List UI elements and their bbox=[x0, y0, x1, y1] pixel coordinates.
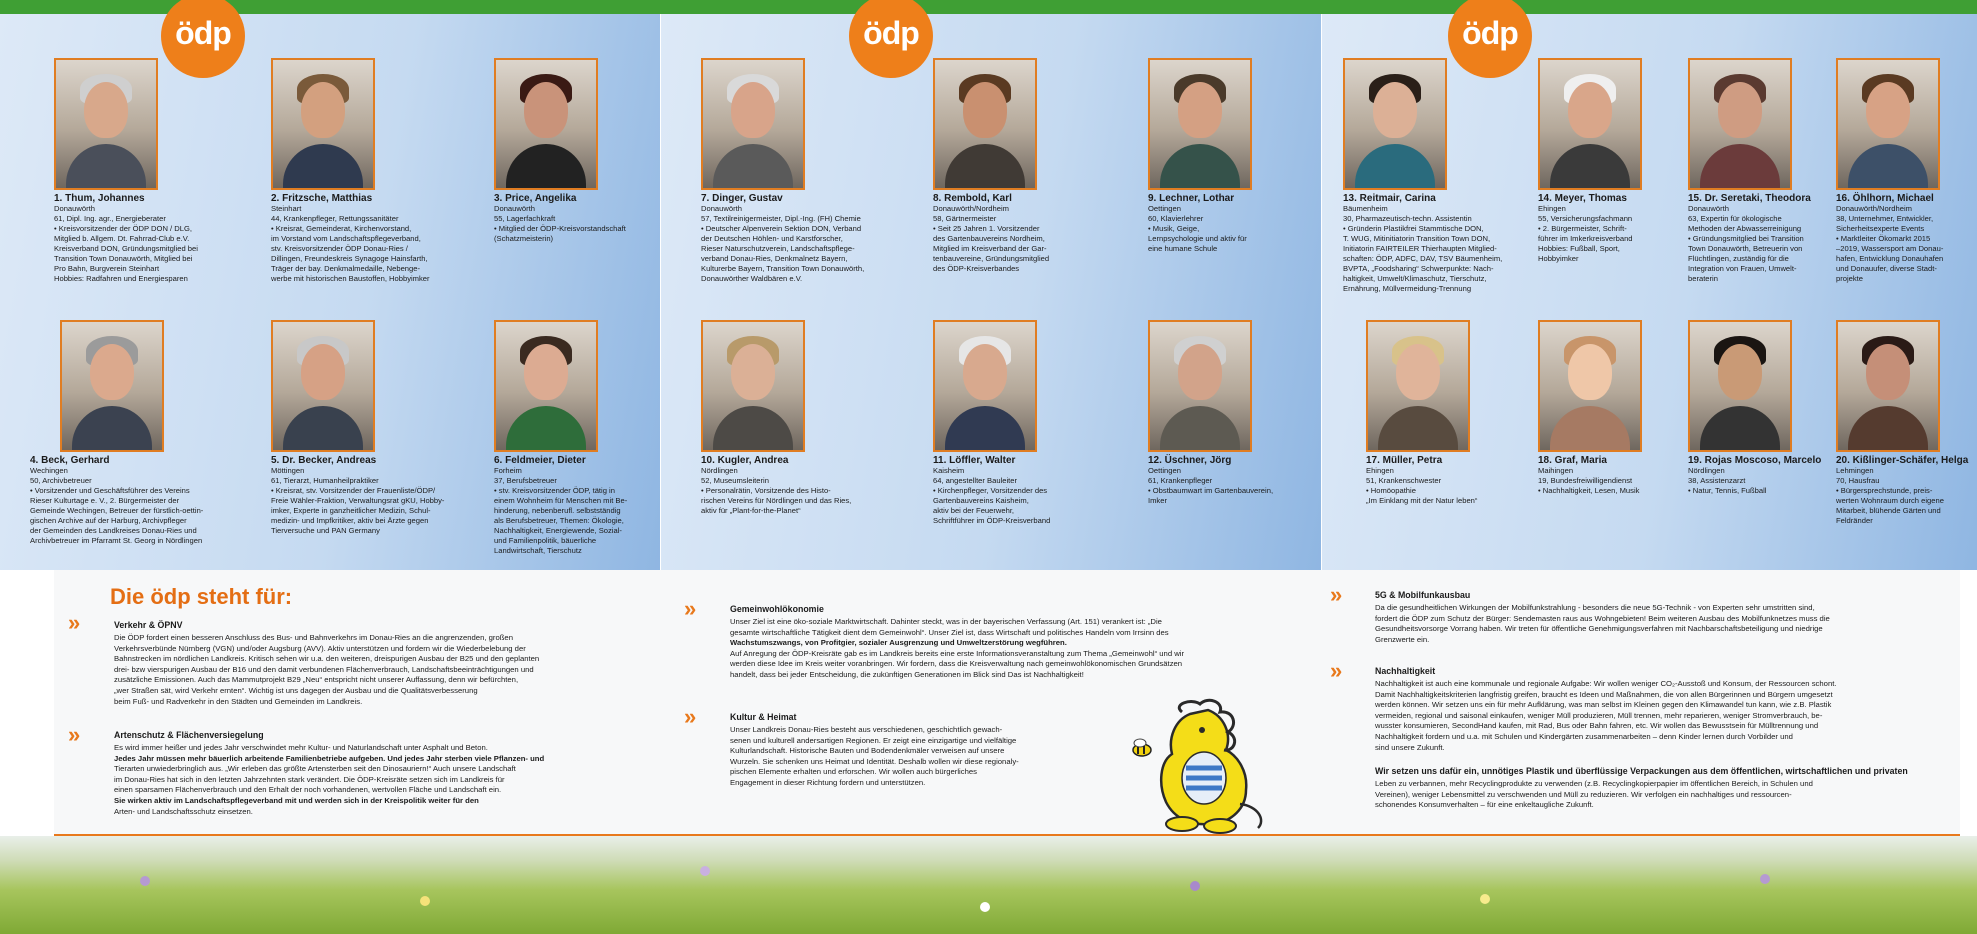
chevron-right-icon: » bbox=[1330, 658, 1343, 683]
program-text-line: sind unsere Zukunft. bbox=[1375, 742, 1445, 752]
candidate-description-line: Rieser Kulturtage e. V., 2. Bürgermeister der bbox=[30, 496, 180, 505]
candidate-age-profession: 19, Bundesfreiwilligendienst bbox=[1538, 476, 1633, 485]
photo-head-shape bbox=[1718, 82, 1762, 138]
photo-head-shape bbox=[301, 344, 345, 400]
candidate-photo bbox=[1688, 58, 1792, 190]
candidate-name: 20. Kißlinger-Schäfer, Helga bbox=[1836, 455, 1969, 466]
candidate-description-line: Hobbies: Fußball, Sport, bbox=[1538, 244, 1620, 253]
program-text-line: werden diese Idee im Kreis weiter voranbringen. Wir fordern, dass die Kreisverwaltung nach gemeinwohlökonomischen Grundsätzen bbox=[730, 659, 1183, 669]
candidate-town: Steinhart bbox=[271, 204, 302, 213]
candidate-card bbox=[494, 58, 704, 244]
candidate-photo bbox=[60, 320, 164, 452]
program-text-line: drei- bzw vierspurigen Ausbau der B16 und den damit verbundenen Flächenverbrauch, Landschaftsbeeinträchtigungen und bbox=[114, 664, 534, 674]
program-text-line: schonendes Konsumverhalten – für eine enkeltaugliche Zukunft. bbox=[1375, 800, 1594, 810]
photo-head-shape bbox=[90, 344, 134, 400]
program-text-line: Arten- und Landschaftsschutz einsetzen. bbox=[114, 806, 253, 816]
candidate-description-line: (Schatzmeisterin) bbox=[494, 234, 554, 243]
candidate-town: Donauwörth bbox=[494, 204, 535, 213]
candidate-name: 9. Lechner, Lothar bbox=[1148, 193, 1235, 204]
candidate-description-line: Träger der bay. Denkmalmedaille, Nebenge- bbox=[271, 264, 420, 273]
candidate-card bbox=[1343, 58, 1553, 294]
chevron-right-icon: » bbox=[1330, 582, 1343, 607]
candidate-photo bbox=[701, 58, 805, 190]
candidate-description-line: der Deutschen Höhlen- und Karstforscher, bbox=[701, 234, 843, 243]
candidate-photo bbox=[271, 58, 375, 190]
candidate-description-line: führer im Imkerkreisverband bbox=[1538, 234, 1633, 243]
chevron-right-icon: » bbox=[684, 596, 697, 621]
program-text-line: gesamte wirtschaftliche Tätigkeit dient dem Gemeinwohl“. Unser Ziel ist, dass Wirtschaft und politisches Handeln vom Irrsinn des bbox=[730, 627, 1169, 637]
candidate-name: 2. Fritzsche, Matthias bbox=[271, 193, 373, 204]
candidate-age-profession: 38, Unternehmer, Entwickler, bbox=[1836, 214, 1934, 223]
program-section-title: Wir setzen uns dafür ein, unnötiges Plastik und überflüssige Verpackungen aus dem öffentlichen, wirtschaftlichen und privaten bbox=[1375, 766, 1908, 776]
photo-torso-shape bbox=[713, 144, 793, 190]
program-text-line: Gesundheitsvorsorge Vorrang haben. Wir treten für öffentliche Genehmigungsverfahren mit Nachbarschaftsbeteiligung und niedrige bbox=[1375, 624, 1823, 634]
candidate-description-line: hinderung, nebenberufl. selbstständig bbox=[494, 506, 621, 515]
candidate-age-profession: 61, Tierarzt, Humanheilpraktiker bbox=[271, 476, 379, 485]
candidate-description-line: • Marktleiter Ökomarkt 2015 bbox=[1836, 234, 1931, 243]
photo-head-shape bbox=[1178, 344, 1222, 400]
candidate-description-line: und Familienpolitik, bäuerliche bbox=[494, 536, 597, 545]
photo-torso-shape bbox=[1700, 144, 1780, 190]
program-text-line: werden können. Wir setzen uns ein für mehr Aufklärung, was man selbst im Kleinen gegen den Klimawandel tun kann, wie z.B. Plastik bbox=[1375, 700, 1832, 710]
program-text-line: Tierarten unwiederbringlich aus. „Wir erleben das größte Artensterben seit den Dinosauriern!“ Auch unsere Landschaft bbox=[114, 764, 516, 774]
program-text-line: Nachhaltigkeit fordern und u.a. mit Schulen und Kindergärten zusammenarbeiten – denn Kinder lernen durch Vorbilder und bbox=[1375, 732, 1793, 741]
candidate-age-profession: 63, Expertin für ökologische bbox=[1688, 214, 1782, 223]
candidate-description-line: Landwirtschaft, Tierschutz bbox=[494, 546, 582, 555]
candidate-name: 18. Graf, Maria bbox=[1538, 455, 1607, 466]
candidate-town: Maihingen bbox=[1538, 466, 1574, 475]
candidate-town: Donauwörth bbox=[1688, 204, 1729, 213]
candidate-name: 8. Rembold, Karl bbox=[933, 193, 1012, 204]
photo-torso-shape bbox=[66, 144, 146, 190]
candidate-description-line: verband Donau-Ries, Denkmalnetz Bayern, bbox=[701, 254, 848, 263]
candidate-name: 14. Meyer, Thomas bbox=[1538, 193, 1627, 204]
program-text-line: pischen Elemente erhalten und erforschen. Wir wollen auch bürgerliches bbox=[730, 767, 977, 777]
photo-head-shape bbox=[1568, 344, 1612, 400]
candidate-description-line: eine humane Schule bbox=[1148, 244, 1218, 253]
photo-torso-shape bbox=[1355, 144, 1435, 190]
candidate-description-line: Donauwörther Waldbären e.V. bbox=[701, 274, 803, 283]
candidate-description-line: Kulturerbe Bayern, Transition Town Donauwörth, bbox=[701, 264, 865, 273]
candidate-name: 19. Rojas Moscoso, Marcelo bbox=[1688, 455, 1822, 466]
photo-torso-shape bbox=[283, 144, 363, 190]
candidate-description-line: werbe mit historischen Baustoffen, Hobbyimker bbox=[271, 274, 430, 283]
program-text-line: Nachhaltigkeit ist auch eine kommunale und regionale Aufgabe: Wir wollen weniger CO₂-Ausstoß und Konsum, der Ressourcen schont. bbox=[1375, 679, 1837, 688]
program-text-line: Wachstumszwangs, von Profitgier, sozialer Ausgrenzung und Umweltzerstörung wegführen. bbox=[730, 638, 1067, 648]
candidate-age-profession: 30, Pharmazeutisch-techn. Assistentin bbox=[1343, 214, 1472, 223]
candidate-description-line: Schriftführer im ÖDP-Kreisverband bbox=[933, 516, 1051, 525]
candidate-name: 1. Thum, Johannes bbox=[54, 193, 145, 204]
photo-head-shape bbox=[524, 82, 568, 138]
candidate-description-line: medizin- und Impfkritiker, aktiv bei Ärzte gegen bbox=[271, 516, 429, 525]
candidate-description-line: • Kreisvorsitzender der ÖDP DON / DLG, bbox=[54, 224, 192, 233]
candidate-description-line: imker, Experte in ganzheitlicher Medizin, Schul- bbox=[271, 506, 431, 515]
photo-torso-shape bbox=[945, 144, 1025, 190]
candidate-town: Donauwörth bbox=[54, 204, 95, 213]
candidate-description-line: Hobbyimker bbox=[1538, 254, 1579, 263]
candidate-card bbox=[1148, 58, 1358, 254]
candidate-description-line: aktiv bei der Feuerwehr, bbox=[933, 506, 1015, 515]
photo-torso-shape bbox=[713, 406, 793, 452]
program-text-line: Damit Nachhaltigkeitskriterien langfristig greifen, braucht es Ideen und Maßnahmen, die von allen Bürgerinnen und Bürgern umgesetzt bbox=[1375, 689, 1833, 699]
candidate-photo bbox=[494, 320, 598, 452]
candidate-description-line: Imker bbox=[1148, 496, 1167, 505]
program-text-line: senen und kulturell andersartigen Regionen. Er zeigt eine einzigartige und vielfältige bbox=[730, 735, 1017, 745]
program-text-line: beim Fuß- und Radverkehr in den Städten und Gemeinden im Landkreis. bbox=[114, 696, 363, 706]
program-heading: Die ödp steht für: bbox=[110, 584, 293, 609]
photo-head-shape bbox=[301, 82, 345, 138]
candidate-description-line: gischen Archive auf der Harburg, Archivpfleger bbox=[30, 516, 187, 525]
candidate-age-profession: 58, Gärtnermeister bbox=[933, 214, 997, 223]
program-text-line: Jedes Jahr müssen mehr bäuerlich arbeitende Familienbetriebe aufgeben. Und jedes Jahr sterben viele Pflanzen- und bbox=[114, 753, 545, 763]
flower-decoration bbox=[980, 902, 990, 912]
photo-head-shape bbox=[1718, 344, 1762, 400]
program-text-line: im Donau-Ries hat sich in den letzten Jahrzehnten stark verändert. Die ÖDP-Kreisräte setzen sich im Landkreis für bbox=[114, 774, 505, 784]
candidate-description-line: werten Wohnraum durch eigene bbox=[1836, 496, 1944, 505]
candidate-card bbox=[701, 58, 911, 284]
candidate-card bbox=[1836, 58, 1977, 284]
photo-torso-shape bbox=[1550, 406, 1630, 452]
candidate-age-profession: 38, Assistenzarzt bbox=[1688, 476, 1746, 485]
candidate-description-line: Dillingen, Freundeskreis Synagoge Hainsfarth, bbox=[271, 254, 428, 263]
candidate-description-line: • Personalrätin, Vorsitzende des Histo- bbox=[701, 486, 831, 495]
candidate-photo bbox=[1366, 320, 1470, 452]
candidate-town: Kaisheim bbox=[933, 466, 965, 475]
candidate-age-profession: 51, Krankenschwester bbox=[1366, 476, 1442, 485]
candidate-photo bbox=[1836, 320, 1940, 452]
candidate-name: 6. Feldmeier, Dieter bbox=[494, 455, 586, 466]
candidate-description-line: BVPTA, „Foodsharing“ Schwerpunkte: Nach- bbox=[1343, 264, 1494, 273]
candidate-photo bbox=[1343, 58, 1447, 190]
program-text-line: Wurzeln. Sie schenken uns Heimat und Identität. Deshalb wollen wir diese regionaly- bbox=[730, 756, 1019, 766]
program-section-title: Gemeinwohlökonomie bbox=[730, 604, 824, 614]
photo-torso-shape bbox=[1700, 406, 1780, 452]
flower-decoration bbox=[1480, 894, 1490, 904]
candidate-age-profession: 70, Hausfrau bbox=[1836, 476, 1880, 485]
candidate-description-line: • Gründungsmitglied bei Transition bbox=[1688, 234, 1804, 243]
oedp-logo: ödp bbox=[849, 0, 933, 78]
candidate-town: Oettingen bbox=[1148, 204, 1181, 213]
oedp-logo: ödp bbox=[1448, 0, 1532, 78]
program-text-line: Leben zu verbannen, mehr Recyclingprodukte zu verwenden (z.B. Recyclingkopierpapier im öffentlichen Bereich, in Schulen und bbox=[1375, 779, 1813, 788]
candidate-town: Bäumenheim bbox=[1343, 204, 1388, 213]
candidate-age-profession: 37, Berufsbetreuer bbox=[494, 476, 557, 485]
candidate-card bbox=[1836, 320, 1977, 526]
candidate-description-line: • Obstbaumwart im Gartenbauverein, bbox=[1148, 486, 1274, 495]
candidate-description-line: hafen, Entwicklung Donauhafen bbox=[1836, 254, 1944, 263]
photo-torso-shape bbox=[1550, 144, 1630, 190]
candidate-photo bbox=[1688, 320, 1792, 452]
photo-torso-shape bbox=[506, 144, 586, 190]
candidate-age-profession: 60, Klavierlehrer bbox=[1148, 214, 1204, 223]
candidate-description-line: aktiv für „Plant-for-the-Planet“ bbox=[701, 506, 801, 515]
candidate-description-line: schaften: ÖDP, ADFC, DAV, TSV Bäumenheim, bbox=[1343, 254, 1503, 263]
program-text-line: Es wird immer heißer und jedes Jahr verschwindet mehr Kultur- und Naturlandschaft unter Asphalt und Beton. bbox=[114, 743, 488, 752]
candidate-photo bbox=[54, 58, 158, 190]
candidate-age-profession: 55, Lagerfachkraft bbox=[494, 214, 556, 223]
photo-head-shape bbox=[1396, 344, 1440, 400]
candidate-name: 15. Dr. Seretaki, Theodora bbox=[1688, 193, 1811, 204]
flower-decoration bbox=[1760, 874, 1770, 884]
candidate-photo bbox=[494, 58, 598, 190]
photo-torso-shape bbox=[1848, 406, 1928, 452]
candidate-name: 7. Dinger, Gustav bbox=[701, 193, 783, 204]
candidate-description-line: des Gartenbauvereins Nordheim, bbox=[933, 234, 1045, 243]
candidate-photo bbox=[1538, 320, 1642, 452]
candidate-town: Donauwörth bbox=[701, 204, 742, 213]
candidate-card bbox=[1148, 320, 1358, 506]
candidate-description-line: • Deutscher Alpenverein Sektion DON, Verband bbox=[701, 224, 862, 233]
candidate-description-line: Sicherheitsexperte Events bbox=[1836, 224, 1925, 233]
candidate-name: 16. Öhlhorn, Michael bbox=[1836, 193, 1934, 204]
candidate-town: Möttingen bbox=[271, 466, 305, 475]
candidate-card bbox=[933, 58, 1143, 274]
program-text-line: Bahnstrecken im nördlichen Landkreis. Kritisch sehen wir u.a. den weiteren, dreispurigen Ausbau der B25 und den geplanten bbox=[114, 654, 540, 664]
program-section-title: Nachhaltigkeit bbox=[1375, 666, 1436, 676]
candidate-photo bbox=[1148, 58, 1252, 190]
candidate-description-line: Gemeinde Wechingen, Betreuer der fürstlich-oettin- bbox=[30, 506, 204, 515]
program-section-title: Kultur & Heimat bbox=[730, 712, 797, 722]
candidate-town: Lehmingen bbox=[1836, 466, 1874, 475]
candidate-description-line: Mitglied im Kreisverband der Gar- bbox=[933, 244, 1047, 253]
candidate-age-profession: 52, Museumsleiterin bbox=[701, 476, 769, 485]
candidate-town: Nördlingen bbox=[1688, 466, 1725, 475]
program-text-line: fordert die ÖDP zum Schutz der Bürger: Sendemasten raus aus Wohngebieten! Beim weiteren Ausbau des Mobilfunknetzes muss die bbox=[1375, 613, 1830, 623]
candidate-photo bbox=[1538, 58, 1642, 190]
candidate-description-line: als Berufsbetreuer, Themen: Ökologie, bbox=[494, 516, 624, 525]
candidate-description-line: Tierversuche und PAN Germany bbox=[271, 526, 380, 535]
program-text-line: Verkehrsverbünde Nürnberg (VGN) und/oder Augsburg (AVV). Aktiv unterstützen und fordern wir die Wiederbelebung der bbox=[114, 643, 526, 653]
candidate-town: Donauwörth/Nordheim bbox=[933, 204, 1009, 213]
candidate-name: 11. Löffler, Walter bbox=[933, 455, 1016, 466]
candidate-description-line: stv. Kreisvorsitzender ÖDP Donau-Ries / bbox=[271, 244, 408, 253]
candidate-description-line: • Bürgersprechstunde, preis- bbox=[1836, 486, 1933, 495]
candidate-description-line: • Natur, Tennis, Fußball bbox=[1688, 486, 1767, 495]
candidate-description-line: Rieser Naturschutzverein, Landschaftspflege- bbox=[701, 244, 855, 253]
candidate-town: Forheim bbox=[494, 466, 522, 475]
chevron-right-icon: » bbox=[684, 704, 697, 729]
candidate-card bbox=[271, 58, 481, 284]
photo-torso-shape bbox=[506, 406, 586, 452]
program-section-title: 5G & Mobilfunkausbau bbox=[1375, 590, 1471, 600]
candidate-description-line: „Im Einklang mit der Natur leben“ bbox=[1366, 496, 1478, 505]
program-text-line: Sie wirken aktiv im Landschaftspflegeverband mit und werden sich in der Kreispolitik weiter für den bbox=[114, 796, 479, 805]
program-text-line: Engagement in dieser Richtung fordern und unterstützen. bbox=[730, 778, 926, 787]
program-section-title: Artenschutz & Flächenversiegelung bbox=[114, 730, 264, 740]
candidate-description-line: beraterin bbox=[1688, 274, 1718, 283]
program-text-line: Vereinen), weniger Lebensmittel zu verschwenden und Müll zu reduzieren. Wir verfolgen ein nachhaltiges und ressourcen- bbox=[1375, 789, 1792, 799]
lion-mascot-illustration bbox=[1120, 694, 1280, 840]
candidate-age-profession: 44, Krankenpfleger, Rettungssanitäter bbox=[271, 214, 399, 223]
candidate-name: 13. Reitmair, Carina bbox=[1343, 193, 1436, 204]
candidate-description-line: • Kreisrat, stv. Vorsitzender der Frauenliste/ÖDP/ bbox=[271, 486, 436, 495]
candidate-description-line: Ernährung, Müllvermeidung-Trennung bbox=[1343, 284, 1472, 293]
candidate-description-line: Kreisverband DON, Gründungsmitglied bei bbox=[54, 244, 198, 253]
program-text-line: zusätzliche Emissionen. Auch das Mammutprojekt B29 „Neu“ entspricht nicht unserer Auffassung, denn wir befürchten, bbox=[114, 675, 519, 685]
candidate-photo bbox=[1148, 320, 1252, 452]
program-text-line: einen sparsamen Flächenverbrauch und den Erhalt der noch vorhandenen, wertvollen Fläche und Landschaft ein. bbox=[114, 785, 502, 795]
candidate-town: Wechingen bbox=[30, 466, 68, 475]
candidate-description-line: • Gründerin Plastikfrei Stammtische DON, bbox=[1343, 224, 1484, 233]
candidate-card bbox=[933, 320, 1143, 526]
program-text-line: wusster konsumieren, SecondHand kaufen, mit Rad, Bus oder Bahn fahren, etc. Wir wollen das Bewusstsein für Mülltrennung und bbox=[1375, 721, 1819, 731]
program-text-line: Unser Landkreis Donau-Ries besteht aus verschiedenen, geschichtlich gewach- bbox=[730, 725, 1003, 734]
photo-head-shape bbox=[731, 344, 775, 400]
photo-head-shape bbox=[84, 82, 128, 138]
photo-head-shape bbox=[963, 82, 1007, 138]
program-text-line: Die ÖDP fordert einen besseren Anschluss des Bus- und Bahnverkehrs im Donau-Ries an die angrenzenden, großen bbox=[114, 633, 513, 642]
candidate-description-line: Flüchtlingen, zuständig für die bbox=[1688, 254, 1789, 263]
candidate-card bbox=[30, 320, 240, 546]
candidate-town: Donauwörth/Nordheim bbox=[1836, 204, 1912, 213]
candidate-photo bbox=[271, 320, 375, 452]
candidate-town: Ehingen bbox=[1366, 466, 1394, 475]
candidate-age-profession: 50, Archivbetreuer bbox=[30, 476, 92, 485]
candidate-description-line: • Musik, Geige, bbox=[1148, 224, 1200, 233]
candidate-name: 3. Price, Angelika bbox=[494, 193, 577, 204]
program-text-line: handelt, dass bei jeder Entscheidung, die zukünftigen Generationen im Blick sind Das ist Nachhaltigkeit! bbox=[730, 670, 1084, 679]
oedp-logo: ödp bbox=[161, 0, 245, 78]
flower-decoration bbox=[140, 876, 150, 886]
candidate-description-line: Mitarbeit, blühende Gärten und bbox=[1836, 506, 1941, 515]
chevron-right-icon: » bbox=[68, 610, 81, 635]
candidate-description-line: • 2. Bürgermeister, Schrift- bbox=[1538, 224, 1627, 233]
candidate-description-line: des ÖDP-Kreisverbandes bbox=[933, 264, 1020, 273]
candidate-card bbox=[701, 320, 911, 516]
candidate-town: Nördlingen bbox=[701, 466, 738, 475]
candidate-description-line: • Homöopathie bbox=[1366, 486, 1416, 495]
photo-head-shape bbox=[524, 344, 568, 400]
program-text-line: Auf Anregung der ÖDP-Kreisräte gab es im Landkreis bereits eine erste Informationsveranstaltung zum Thema „Gemeinwohl“ und wir bbox=[730, 648, 1185, 658]
candidate-description-line: und Donauufer, diverse Stadt- bbox=[1836, 264, 1937, 273]
program-section-title: Verkehr & ÖPNV bbox=[114, 620, 183, 630]
candidate-card bbox=[54, 58, 264, 284]
candidate-description-line: Town Donauwörth, Betreuerin von bbox=[1688, 244, 1803, 253]
photo-torso-shape bbox=[1160, 406, 1240, 452]
candidate-photo bbox=[933, 58, 1037, 190]
candidate-description-line: Pro Bahn, Burgverein Steinhart bbox=[54, 264, 160, 273]
bee-icon bbox=[1133, 739, 1151, 756]
candidate-card bbox=[494, 320, 704, 556]
chevron-right-icon: » bbox=[68, 722, 81, 747]
candidate-description-line: der Gemeinden des Landkreises Donau-Ries und bbox=[30, 526, 197, 535]
photo-head-shape bbox=[1866, 82, 1910, 138]
candidate-description-line: Freie Wähler-Fraktion, Verwaltungsrat gKU, Hobby- bbox=[271, 496, 445, 505]
program-text-line: vermeiden, regional und saisonal einkaufen, weniger Müll produzieren, Müll trennen, mehr reparieren, weniger Stromverbrauch, be- bbox=[1375, 710, 1823, 720]
candidate-description-line: Mitglied b. Allgem. Dt. Fahrrad-Club e.V. bbox=[54, 234, 190, 243]
photo-head-shape bbox=[1866, 344, 1910, 400]
candidate-description-line: Feldränder bbox=[1836, 516, 1873, 525]
candidate-name: 5. Dr. Becker, Andreas bbox=[271, 455, 377, 466]
candidate-description-line: rischen Vereins für Nördlingen und das Ries, bbox=[701, 496, 852, 505]
candidate-description-line: Methoden der Abwasserreinigung bbox=[1688, 224, 1802, 233]
photo-head-shape bbox=[1568, 82, 1612, 138]
candidate-name: 12. Üschner, Jörg bbox=[1148, 455, 1232, 466]
candidate-photo bbox=[1836, 58, 1940, 190]
candidate-name: 17. Müller, Petra bbox=[1366, 455, 1443, 466]
candidate-name: 4. Beck, Gerhard bbox=[30, 455, 110, 466]
flower-decoration bbox=[1190, 881, 1200, 891]
candidate-description-line: • Vorsitzender und Geschäftsführer des Vereins bbox=[30, 486, 190, 495]
top-green-bar bbox=[0, 0, 1977, 14]
candidate-description-line: • Kreisrat, Gemeinderat, Kirchenvorstand, bbox=[271, 224, 412, 233]
photo-torso-shape bbox=[1848, 144, 1928, 190]
candidate-description-line: projekte bbox=[1836, 274, 1864, 283]
candidate-age-profession: 61, Dipl. Ing. agr., Energieberater bbox=[54, 214, 166, 223]
photo-head-shape bbox=[1373, 82, 1417, 138]
candidate-description-line: einem Wohnheim für Menschen mit Be- bbox=[494, 496, 628, 505]
meadow-flowers-photo bbox=[0, 836, 1977, 934]
flower-decoration bbox=[420, 896, 430, 906]
candidate-name: 10. Kugler, Andrea bbox=[701, 455, 789, 466]
candidate-description-line: • Nachhaltigkeit, Lesen, Musik bbox=[1538, 486, 1640, 495]
candidate-age-profession: 64, angestellter Bauleiter bbox=[933, 476, 1018, 485]
candidate-description-line: Nachhaltigkeit, Energiewende, Sozial- bbox=[494, 526, 622, 535]
candidate-age-profession: 61, Krankenpfleger bbox=[1148, 476, 1213, 485]
candidate-description-line: Initiatorin FAIRTEILER Thierhaupten Mitglied- bbox=[1343, 244, 1497, 253]
photo-head-shape bbox=[1178, 82, 1222, 138]
candidate-card bbox=[271, 320, 481, 536]
photo-torso-shape bbox=[1378, 406, 1458, 452]
candidate-photo bbox=[933, 320, 1037, 452]
candidate-description-line: Hobbies: Radfahren und Energiesparen bbox=[54, 274, 188, 283]
photo-torso-shape bbox=[945, 406, 1025, 452]
program-text-line: Grenzwerte ein. bbox=[1375, 634, 1430, 644]
photo-torso-shape bbox=[72, 406, 152, 452]
candidate-description-line: haltigkeit, Umwelt/Klimaschutz, Tierschutz, bbox=[1343, 274, 1487, 283]
candidate-description-line: • Kirchenpfleger, Vorsitzender des bbox=[933, 486, 1048, 495]
candidate-description-line: Transition Town Donauwörth, Mitglied bei bbox=[54, 254, 193, 263]
candidate-description-line: Gartenbauvereins Kaisheim, bbox=[933, 496, 1029, 505]
candidate-town: Ehingen bbox=[1538, 204, 1566, 213]
candidate-description-line: T. WUG, Mitinitiatorin Transition Town DON, bbox=[1343, 234, 1491, 243]
flower-decoration bbox=[700, 866, 710, 876]
photo-head-shape bbox=[731, 82, 775, 138]
candidate-description-line: • Seit 25 Jahren 1. Vorsitzender bbox=[933, 224, 1040, 233]
candidate-age-profession: 55, Versicherungsfachmann bbox=[1538, 214, 1633, 223]
photo-torso-shape bbox=[283, 406, 363, 452]
candidate-description-line: Archivbetreuer im Pfarramt St. Georg in Nördlingen bbox=[30, 536, 203, 545]
candidate-description-line: tenbauvereine, Gründungsmitglied bbox=[933, 254, 1050, 263]
program-text-line: Unser Ziel ist eine öko-soziale Marktwirtschaft. Dahinter steckt, was in der bayerischen Verfassung (Art. 151) verankert ist: „Die bbox=[730, 617, 1162, 626]
candidate-description-line: Integration von Frauen, Umwelt- bbox=[1688, 264, 1797, 273]
candidate-town: Oettingen bbox=[1148, 466, 1181, 475]
program-text-line: Da die gesundheitlichen Wirkungen der Mobilfunkstrahlung - besonders die neue 5G-Technik - von Experten sehr umstritten sind, bbox=[1375, 603, 1815, 612]
candidate-age-profession: 57, Textilreinigermeister, Dipl.-Ing. (FH) Chemie bbox=[701, 214, 861, 223]
candidate-description-line: • stv. Kreisvorsitzender ÖDP, tätig in bbox=[494, 486, 615, 495]
photo-torso-shape bbox=[1160, 144, 1240, 190]
photo-head-shape bbox=[963, 344, 1007, 400]
candidate-description-line: • Mitglied der ÖDP-Kreisvorstandschaft bbox=[494, 224, 626, 233]
candidate-description-line: im Vorstand vom Landschaftspflegeverband, bbox=[271, 234, 421, 243]
candidate-description-line: Lernpsychologie und aktiv für bbox=[1148, 234, 1247, 243]
candidate-description-line: –2019, Wassersport am Donau- bbox=[1836, 244, 1944, 253]
program-text-line: Kulturlandschaft. Historische Bauten und Bodendenkmäler verweisen auf unsere bbox=[730, 746, 1005, 756]
candidate-photo bbox=[701, 320, 805, 452]
program-text-line: „wer Straßen sät, wird Verkehr ernten“. Wichtig ist uns dagegen der Ausbau und die Qualitätsverbesserung bbox=[114, 686, 478, 695]
